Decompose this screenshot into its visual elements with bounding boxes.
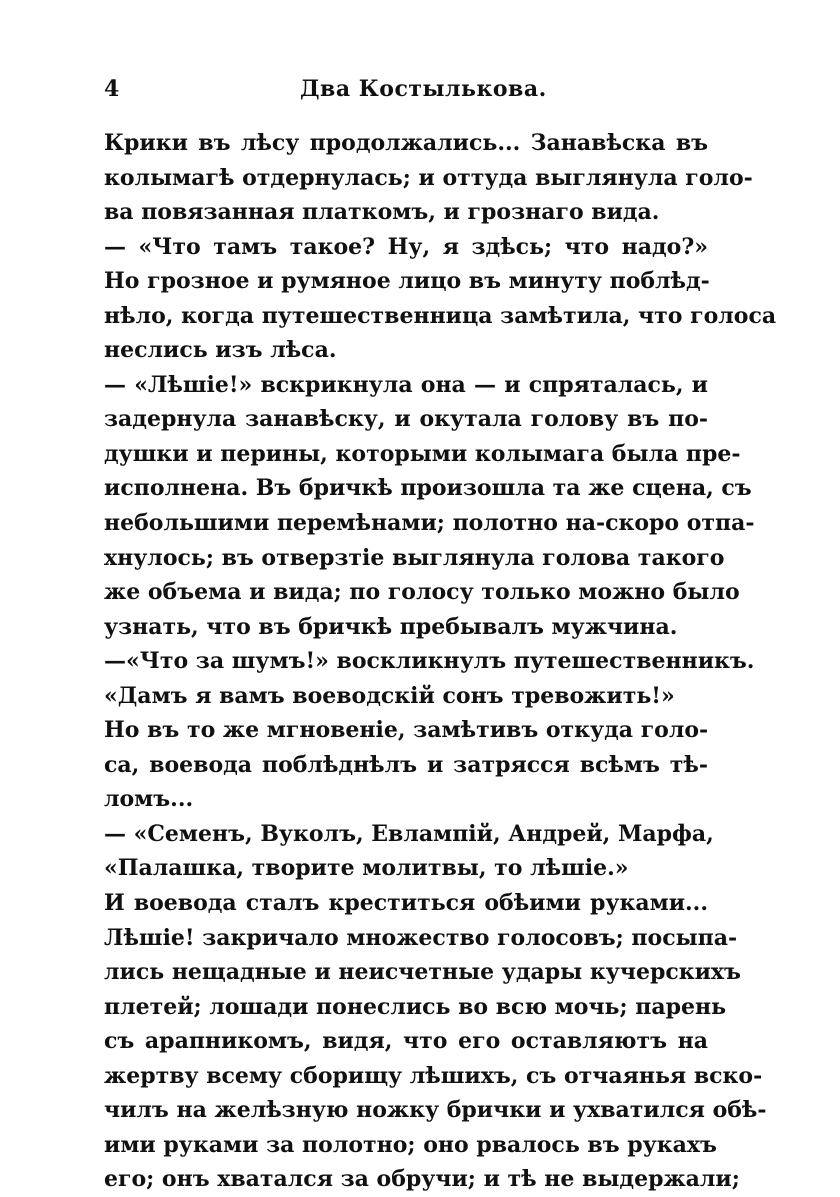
text-line: неслись изъ лѣса. (104, 337, 337, 364)
page-number: 4 (104, 76, 120, 102)
text-line: нѣло, когда путешественница замѣтила, что голоса (104, 302, 777, 329)
text-line: съ арапникомъ, видя, что его оставляютъ на (104, 1028, 708, 1055)
running-title: Два Костылькова. (300, 76, 547, 102)
text-line: лись нещадные и неисчетные удары кучерскихъ (104, 959, 741, 986)
text-line: И воевода сталъ креститься обѣими руками... (104, 890, 708, 917)
text-line: плетей; лошади понеслись во всю мочь; парень (104, 993, 727, 1020)
text-line: — «Что тамъ такое? Ну, я здѣсь; что надо?» (104, 233, 708, 260)
text-line: задернула занавѣску, и окутала голову въ по- (104, 406, 708, 433)
text-line: жертву всему сборищу лѣшихъ, съ отчаянья вско- (104, 1062, 763, 1089)
text-line: ломъ... (104, 786, 194, 813)
text-line: «Палашка, творите молитвы, то лѣшіе.» (104, 855, 629, 882)
text-line: хнулось; въ отверзтіе выглянула голова такого (104, 544, 725, 571)
text-line: — «Семенъ, Вуколъ, Евлампій, Андрей, Марфа, (104, 820, 714, 847)
text-line: Но грозное и румяное лицо въ минуту поблѣд- (104, 268, 710, 295)
text-line: са, воевода поблѣднѣлъ и затрясся всѣмъ тѣ- (104, 751, 708, 778)
page-header (104, 76, 708, 106)
text-line: ва повязанная платкомъ, и грознаго вида. (104, 199, 660, 226)
text-line: душки и перины, которыми колымага была пре- (104, 440, 741, 467)
text-line: же объема и вида; по голосу только можно было (104, 579, 740, 606)
text-line: Крики въ лѣсу продолжались... Занавѣска въ (104, 130, 708, 156)
text-line: «Дамъ я вамъ воеводскій сонъ тревожить!» (104, 682, 675, 709)
body-text (104, 126, 777, 1197)
text-line: его; онъ хватался за обручи; и тѣ не выдержали; (104, 1166, 740, 1193)
text-line: ими руками за полотно; оно рвалось въ рукахъ (104, 1131, 717, 1158)
text-line: — «Лѣшіе!» вскрикнула она — и спряталась, и (104, 371, 708, 398)
text-line: узнать, что въ бричкѣ пребывалъ мужчина. (104, 613, 678, 640)
text-line: колымагѣ отдернулась; и оттуда выглянула голо- (104, 164, 753, 191)
text-line: Но въ то же мгновеніе, замѣтивъ откуда голо- (104, 717, 709, 744)
text-line: чилъ на желѣзную ножку брички и ухватился обѣ- (104, 1097, 767, 1124)
text-line: небольшими перемѣнами; полотно на-скоро отпа- (104, 510, 755, 537)
text-line: —«Что за шумъ!» воскликнулъ путешественникъ. (104, 648, 755, 675)
text-line: Лѣшіе! закричало множество голосовъ; посыпа- (104, 924, 738, 951)
text-line: исполнена. Въ бричкѣ произошла та же сцена, съ (104, 475, 752, 502)
